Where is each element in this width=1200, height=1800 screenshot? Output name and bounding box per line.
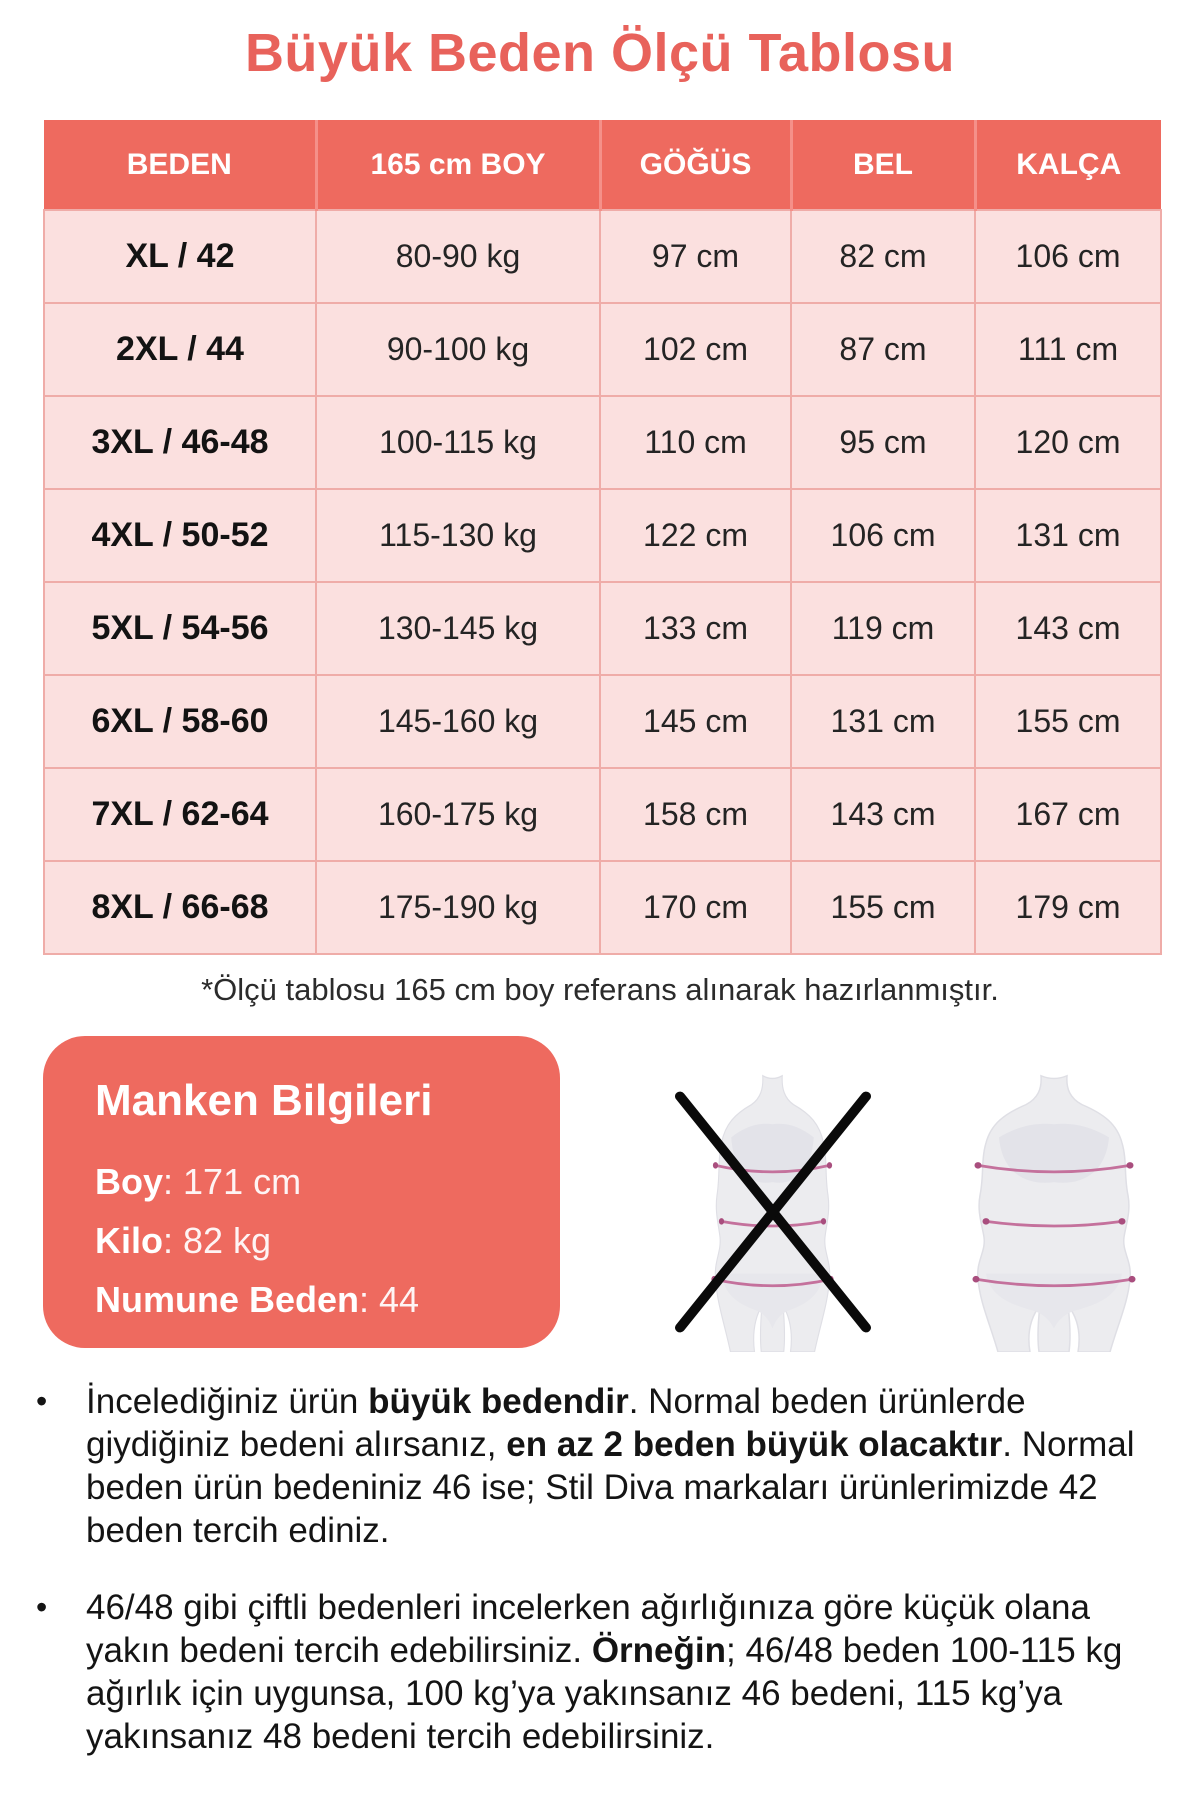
bullet-marker: • bbox=[36, 1589, 48, 1625]
sizing-note-2-text: 46/48 gibi çiftli bedenleri incelerken ağırlığınıza göre küçük olana yakın bedeni tercih edebilirsiniz. Örneğin; 46/48 beden 100-115 kg ağırlık için uygunsa, 100 kg’ya yakınsanız 46 bedeni, 115 kg’ya yakınsanız 48 bedeni tercih edebilirsiniz. bbox=[86, 1588, 1123, 1756]
sizing-note-1 bbox=[36, 1380, 1156, 1552]
cell-size: 8XL / 66-68 bbox=[44, 861, 316, 954]
cell-weight: 90-100 kg bbox=[316, 303, 600, 396]
table-row bbox=[44, 675, 1161, 768]
model-height-label: Boy bbox=[95, 1161, 164, 1202]
table-row bbox=[44, 582, 1161, 675]
column-header-kalca: KALÇA bbox=[975, 120, 1161, 210]
model-sample-size-value: : 44 bbox=[359, 1279, 420, 1320]
cell-weight: 175-190 kg bbox=[316, 861, 600, 954]
cell-hip: 155 cm bbox=[975, 675, 1161, 768]
bullet-marker: • bbox=[36, 1383, 48, 1419]
cell-chest: 110 cm bbox=[600, 396, 791, 489]
cell-hip: 111 cm bbox=[975, 303, 1161, 396]
cell-size: 5XL / 54-56 bbox=[44, 582, 316, 675]
table-row bbox=[44, 303, 1161, 396]
cell-hip: 106 cm bbox=[975, 210, 1161, 303]
column-header-beden: BEDEN bbox=[44, 120, 316, 210]
cell-waist: 95 cm bbox=[791, 396, 975, 489]
cell-chest: 145 cm bbox=[600, 675, 791, 768]
cell-size: XL / 42 bbox=[44, 210, 316, 303]
model-height-value: : 171 cm bbox=[163, 1161, 302, 1202]
cell-waist: 87 cm bbox=[791, 303, 975, 396]
cell-weight: 115-130 kg bbox=[316, 489, 600, 582]
sizing-note-2 bbox=[36, 1586, 1156, 1758]
cell-weight: 100-115 kg bbox=[316, 396, 600, 489]
cell-waist: 131 cm bbox=[791, 675, 975, 768]
cell-waist: 82 cm bbox=[791, 210, 975, 303]
cell-size: 2XL / 44 bbox=[44, 303, 316, 396]
model-sample-size-label: Numune Beden bbox=[95, 1279, 360, 1320]
model-info-card bbox=[43, 1036, 560, 1348]
cell-waist: 143 cm bbox=[791, 768, 975, 861]
cell-size: 3XL / 46-48 bbox=[44, 396, 316, 489]
cell-chest: 133 cm bbox=[600, 582, 791, 675]
size-table bbox=[43, 120, 1162, 955]
table-row bbox=[44, 768, 1161, 861]
table-row bbox=[44, 396, 1161, 489]
cell-chest: 158 cm bbox=[600, 768, 791, 861]
column-header-gogus: GÖĞÜS bbox=[600, 120, 791, 210]
cell-weight: 160-175 kg bbox=[316, 768, 600, 861]
cell-size: 6XL / 58-60 bbox=[44, 675, 316, 768]
cell-chest: 170 cm bbox=[600, 861, 791, 954]
cell-hip: 120 cm bbox=[975, 396, 1161, 489]
model-weight-label: Kilo bbox=[95, 1220, 163, 1261]
column-header-bel: BEL bbox=[791, 120, 975, 210]
cell-hip: 131 cm bbox=[975, 489, 1161, 582]
cell-hip: 143 cm bbox=[975, 582, 1161, 675]
cell-waist: 155 cm bbox=[791, 861, 975, 954]
slim-body-figure-crossed bbox=[648, 1072, 898, 1352]
cell-chest: 102 cm bbox=[600, 303, 791, 396]
cell-waist: 119 cm bbox=[791, 582, 975, 675]
cell-weight: 80-90 kg bbox=[316, 210, 600, 303]
sizing-note-1-text: İncelediğiniz ürün büyük bedendir. Normal beden ürünlerde giydiğiniz bedeni alırsanız, en az 2 beden büyük olacaktır. Normal beden ürün bedeniniz 46 ise; Stil Diva markaları ürünlerimizde 42 beden tercih ediniz. bbox=[86, 1382, 1135, 1550]
page-title: Büyük Beden Ölçü Tablosu bbox=[244, 23, 956, 83]
cell-chest: 122 cm bbox=[600, 489, 791, 582]
cell-size: 4XL / 50-52 bbox=[44, 489, 316, 582]
cell-hip: 179 cm bbox=[975, 861, 1161, 954]
plus-size-body-figure bbox=[944, 1072, 1164, 1352]
cell-weight: 145-160 kg bbox=[316, 675, 600, 768]
table-footnote: *Ölçü tablosu 165 cm boy referans alınarak hazırlanmıştır. bbox=[201, 972, 999, 1007]
cell-weight: 130-145 kg bbox=[316, 582, 600, 675]
cell-waist: 106 cm bbox=[791, 489, 975, 582]
cell-chest: 97 cm bbox=[600, 210, 791, 303]
table-row bbox=[44, 861, 1161, 954]
model-sample-size-line bbox=[95, 1270, 532, 1329]
header-row bbox=[44, 120, 1161, 210]
cell-size: 7XL / 62-64 bbox=[44, 768, 316, 861]
table-row bbox=[44, 489, 1161, 582]
model-weight-value: : 82 kg bbox=[163, 1220, 272, 1261]
model-height-line bbox=[95, 1152, 532, 1211]
model-info-title: Manken Bilgileri bbox=[95, 1076, 433, 1125]
table-row bbox=[44, 210, 1161, 303]
column-header-boy: 165 cm BOY bbox=[316, 120, 600, 210]
model-weight-line bbox=[95, 1211, 532, 1270]
cell-hip: 167 cm bbox=[975, 768, 1161, 861]
